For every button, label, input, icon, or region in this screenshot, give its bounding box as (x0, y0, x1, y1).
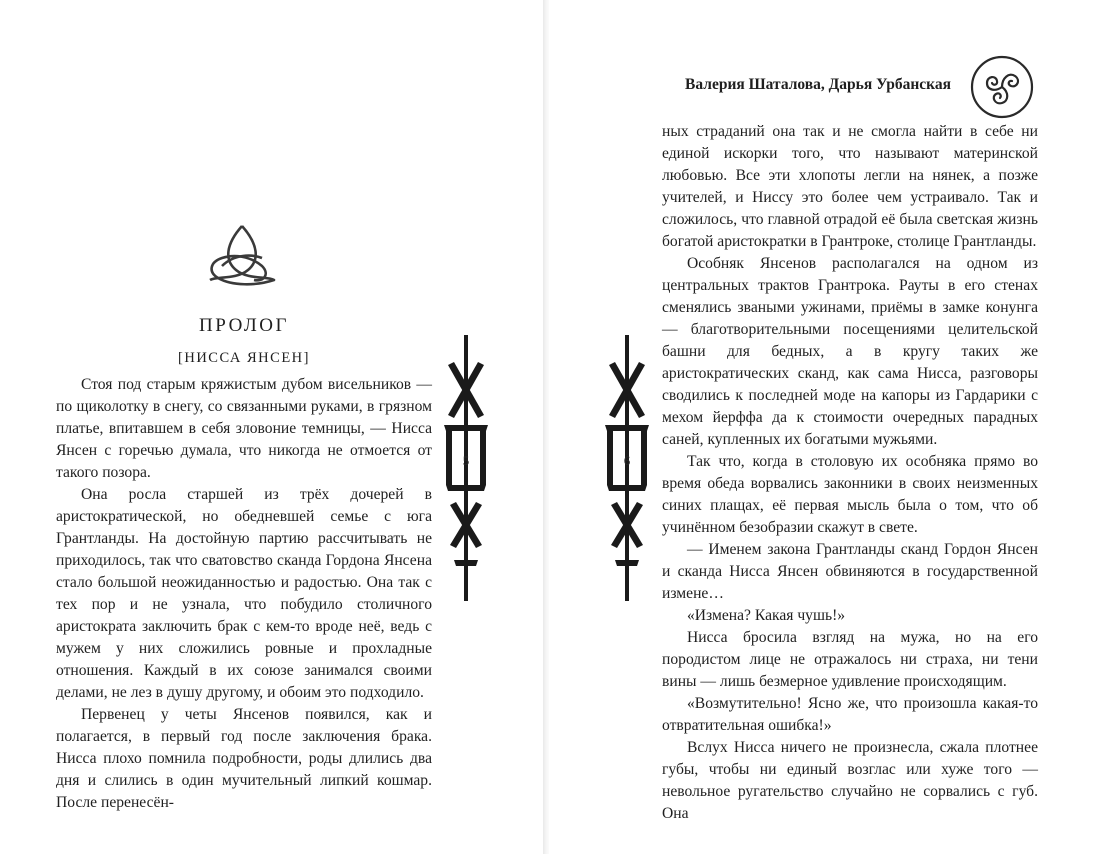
chapter-subtitle: [НИССА ЯНСЕН] (178, 350, 310, 366)
triskele-icon (969, 54, 1035, 120)
paragraph: Нисса бросила взгляд на мужа, но на его породистом лице не отражалось ни страха, ни тени вины — лишь безмерное удивление происходящим. (662, 629, 1038, 690)
page-number: 6 (623, 453, 631, 468)
triquetra-icon (206, 222, 278, 288)
paragraph: Стоя под старым кряжистым дубом висельников — по щиколотку в снегу, со связанными руками, в грязном платье, впитавшем в себя зловоние темницы, — Нисса Янсен с горечью думала, что никогда не отмоется от такого позора. (56, 376, 432, 481)
paragraph: Вслух Нисса ничего не произнесла, сжала плотнее губы, чтобы ни единый возглас или хуже того — невольное ругательство случайно не сорвались с губ. Она (662, 739, 1038, 822)
paragraph: «Возмутительно! Ясно же, что произошла какая-то отвратительная ошибка!» (662, 695, 1038, 734)
page-number: 5 (462, 453, 470, 468)
paragraph: Она росла старшей из трёх дочерей в аристократической, но обедневшей семье с юга Грантланды. На достойную партию рассчитывать не приходилось, так что сватовство сканда Гордона Янсена стало большой неожиданностью и радостью. Она так с тех пор и не узнала, что побудило столичного аристократа заключить брак с кем-то вроде неё, ведь с мужем у них сложились ровные и прохладные отношения. Каждый в их союзе занимался своими делами, не лез в душу другому, и обоим это подходило. (56, 486, 432, 701)
paragraph-continued: ных страданий она так и не смогла найти в себе ни единой искорки того, что называют материнской любовью. Все эти хлопоты легли на нянек, а позже учителей, и Ниссу это более чем устраивало. Так и сложилось, что главной отрадой её была светская жизнь богатой аристократки в Грантроке, столице Грантланды. (662, 123, 1038, 250)
right-body-text (662, 121, 1038, 825)
chapter-title: ПРОЛОГ (199, 315, 289, 336)
right-page (549, 0, 1097, 854)
paragraph: Первенец у четы Янсенов появился, как и полагается, в первый год после заключения брака. Нисса плохо помнила подробности, роды длились два дня и слились в один мучительный липкий кошмар. После перенесён- (56, 706, 432, 811)
running-head-authors: Валерия Шаталова, Дарья Урбанская (685, 76, 951, 93)
paragraph: Особняк Янсенов располагался на одном из центральных трактов Грантрока. Рауты в его стенах сменялись зваными ужинами, приёмы в замке конунга — благотворительными посещениями целительской башни для бедных, а в кругу таких же аристократических сканд, как сама Нисса, разговоры сводились к последней моде на капоры из Гардарики с мехом йерффа да к стоимости очередных парадных саней, купленных их богатыми мужьями. (662, 255, 1038, 448)
left-body-text (56, 374, 432, 814)
paragraph: Так что, когда в столовую их особняка прямо во время обеда ворвались законники в своих неизменных синих плащах, её первая мысль была о том, что об учинённом безобразии скажут в свете. (662, 453, 1038, 536)
paragraph: — Именем закона Грантланды сканд Гордон Янсен и сканда Нисса Янсен обвиняются в государственной измене… (662, 541, 1038, 602)
left-page (0, 0, 545, 854)
paragraph: «Измена? Какая чушь!» (687, 607, 846, 624)
